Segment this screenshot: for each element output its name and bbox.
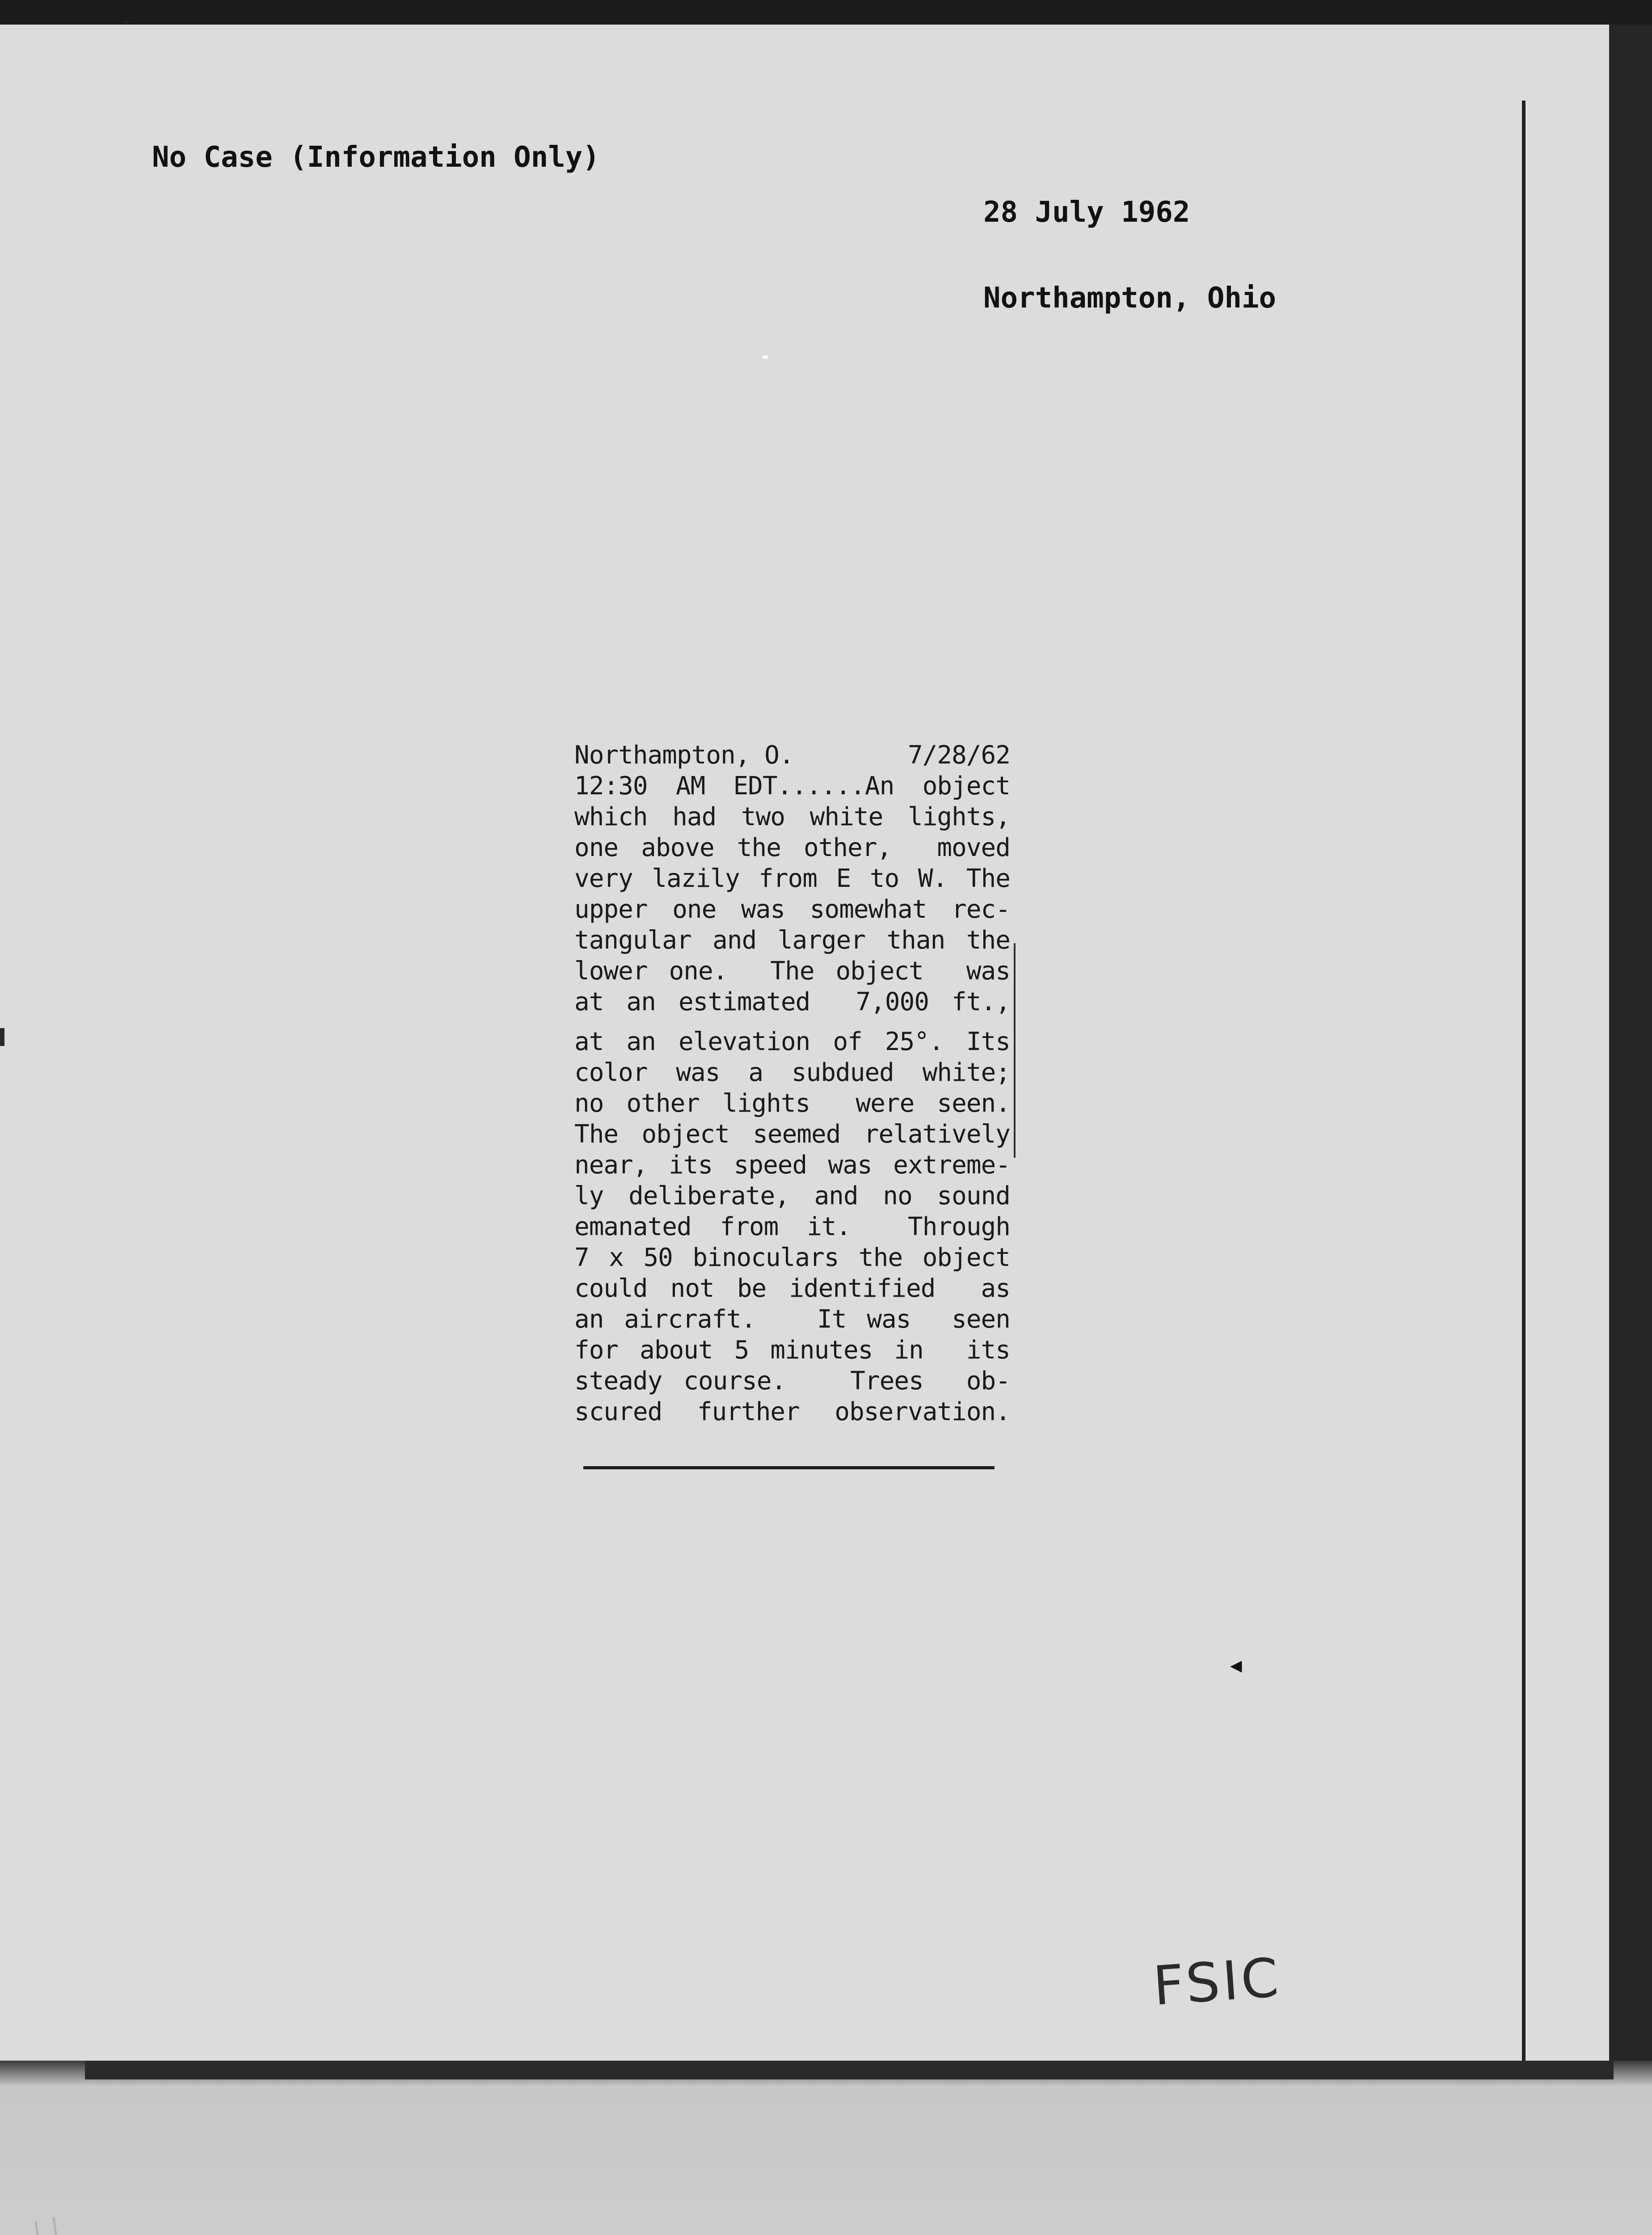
case-status: No Case (Information Only) [152, 141, 600, 174]
clipping-line: at an estimated 7,000 ft., [574, 987, 1010, 1016]
clipping-line: which had two white lights, [574, 802, 1010, 831]
dateline-place: Northampton, O. [574, 741, 794, 770]
clipping-line: The object seemed relatively [574, 1120, 1010, 1149]
clipping-line: very lazily from E to W. The [574, 864, 1010, 893]
newspaper-clipping [574, 740, 1010, 1427]
clipping-line: 12:30 AM EDT......An object [574, 772, 1010, 801]
faint-pencil-marks [27, 2204, 134, 2235]
clipping-column-rule [1014, 943, 1016, 1158]
clipping-line: upper one was somewhat rec- [574, 895, 1010, 924]
right-margin-rule [1522, 101, 1526, 2061]
clipping-bottom-rule [583, 1466, 995, 1469]
report-date: 28 July 1962 [983, 196, 1190, 229]
dust-speck [125, 20, 129, 24]
clipping-line: for about 5 minutes in its [574, 1336, 1010, 1365]
dateline-date: 7/28/62 [907, 741, 1010, 770]
clipping-line: tangular and larger than the [574, 926, 1010, 955]
clipping-line: lower one. The object was [574, 957, 1010, 986]
clipping-dateline [574, 740, 1010, 771]
top-dark-band [0, 0, 1652, 27]
clipping-line: steady course. Trees ob- [574, 1366, 1010, 1396]
clipping-line: color was a subdued white; [574, 1058, 1010, 1087]
clipping-line: 7 x 50 binoculars the object [574, 1243, 1010, 1272]
clipping-line: could not be identified as [574, 1274, 1010, 1303]
page-edge-shadow [1609, 25, 1652, 2061]
page-bottom-edge [85, 2061, 1614, 2079]
header-date-location [983, 141, 1276, 341]
left-edge-mark [0, 1028, 4, 1046]
dust-speck [762, 355, 768, 359]
clipping-line: emanated from it. Through [574, 1212, 1010, 1241]
clipping-line: at an elevation of 25°. Its [574, 1027, 1010, 1056]
clipping-line: near, its speed was extreme- [574, 1151, 1010, 1180]
handwritten-annotation: FSIC [1151, 1947, 1283, 2018]
clipping-line: no other lights were seen. [574, 1089, 1010, 1118]
clipping-line: scured further observation. [574, 1397, 1010, 1426]
report-location: Northampton, Ohio [983, 282, 1277, 315]
clipping-line: one above the other, moved [574, 833, 1010, 862]
clipping-line: ly deliberate, and no sound [574, 1181, 1010, 1210]
arrow-mark-icon: ◀ [1230, 1654, 1242, 1677]
clipping-line: an aircraft. It was seen [574, 1305, 1010, 1334]
backing-sheet [0, 2061, 1652, 2235]
